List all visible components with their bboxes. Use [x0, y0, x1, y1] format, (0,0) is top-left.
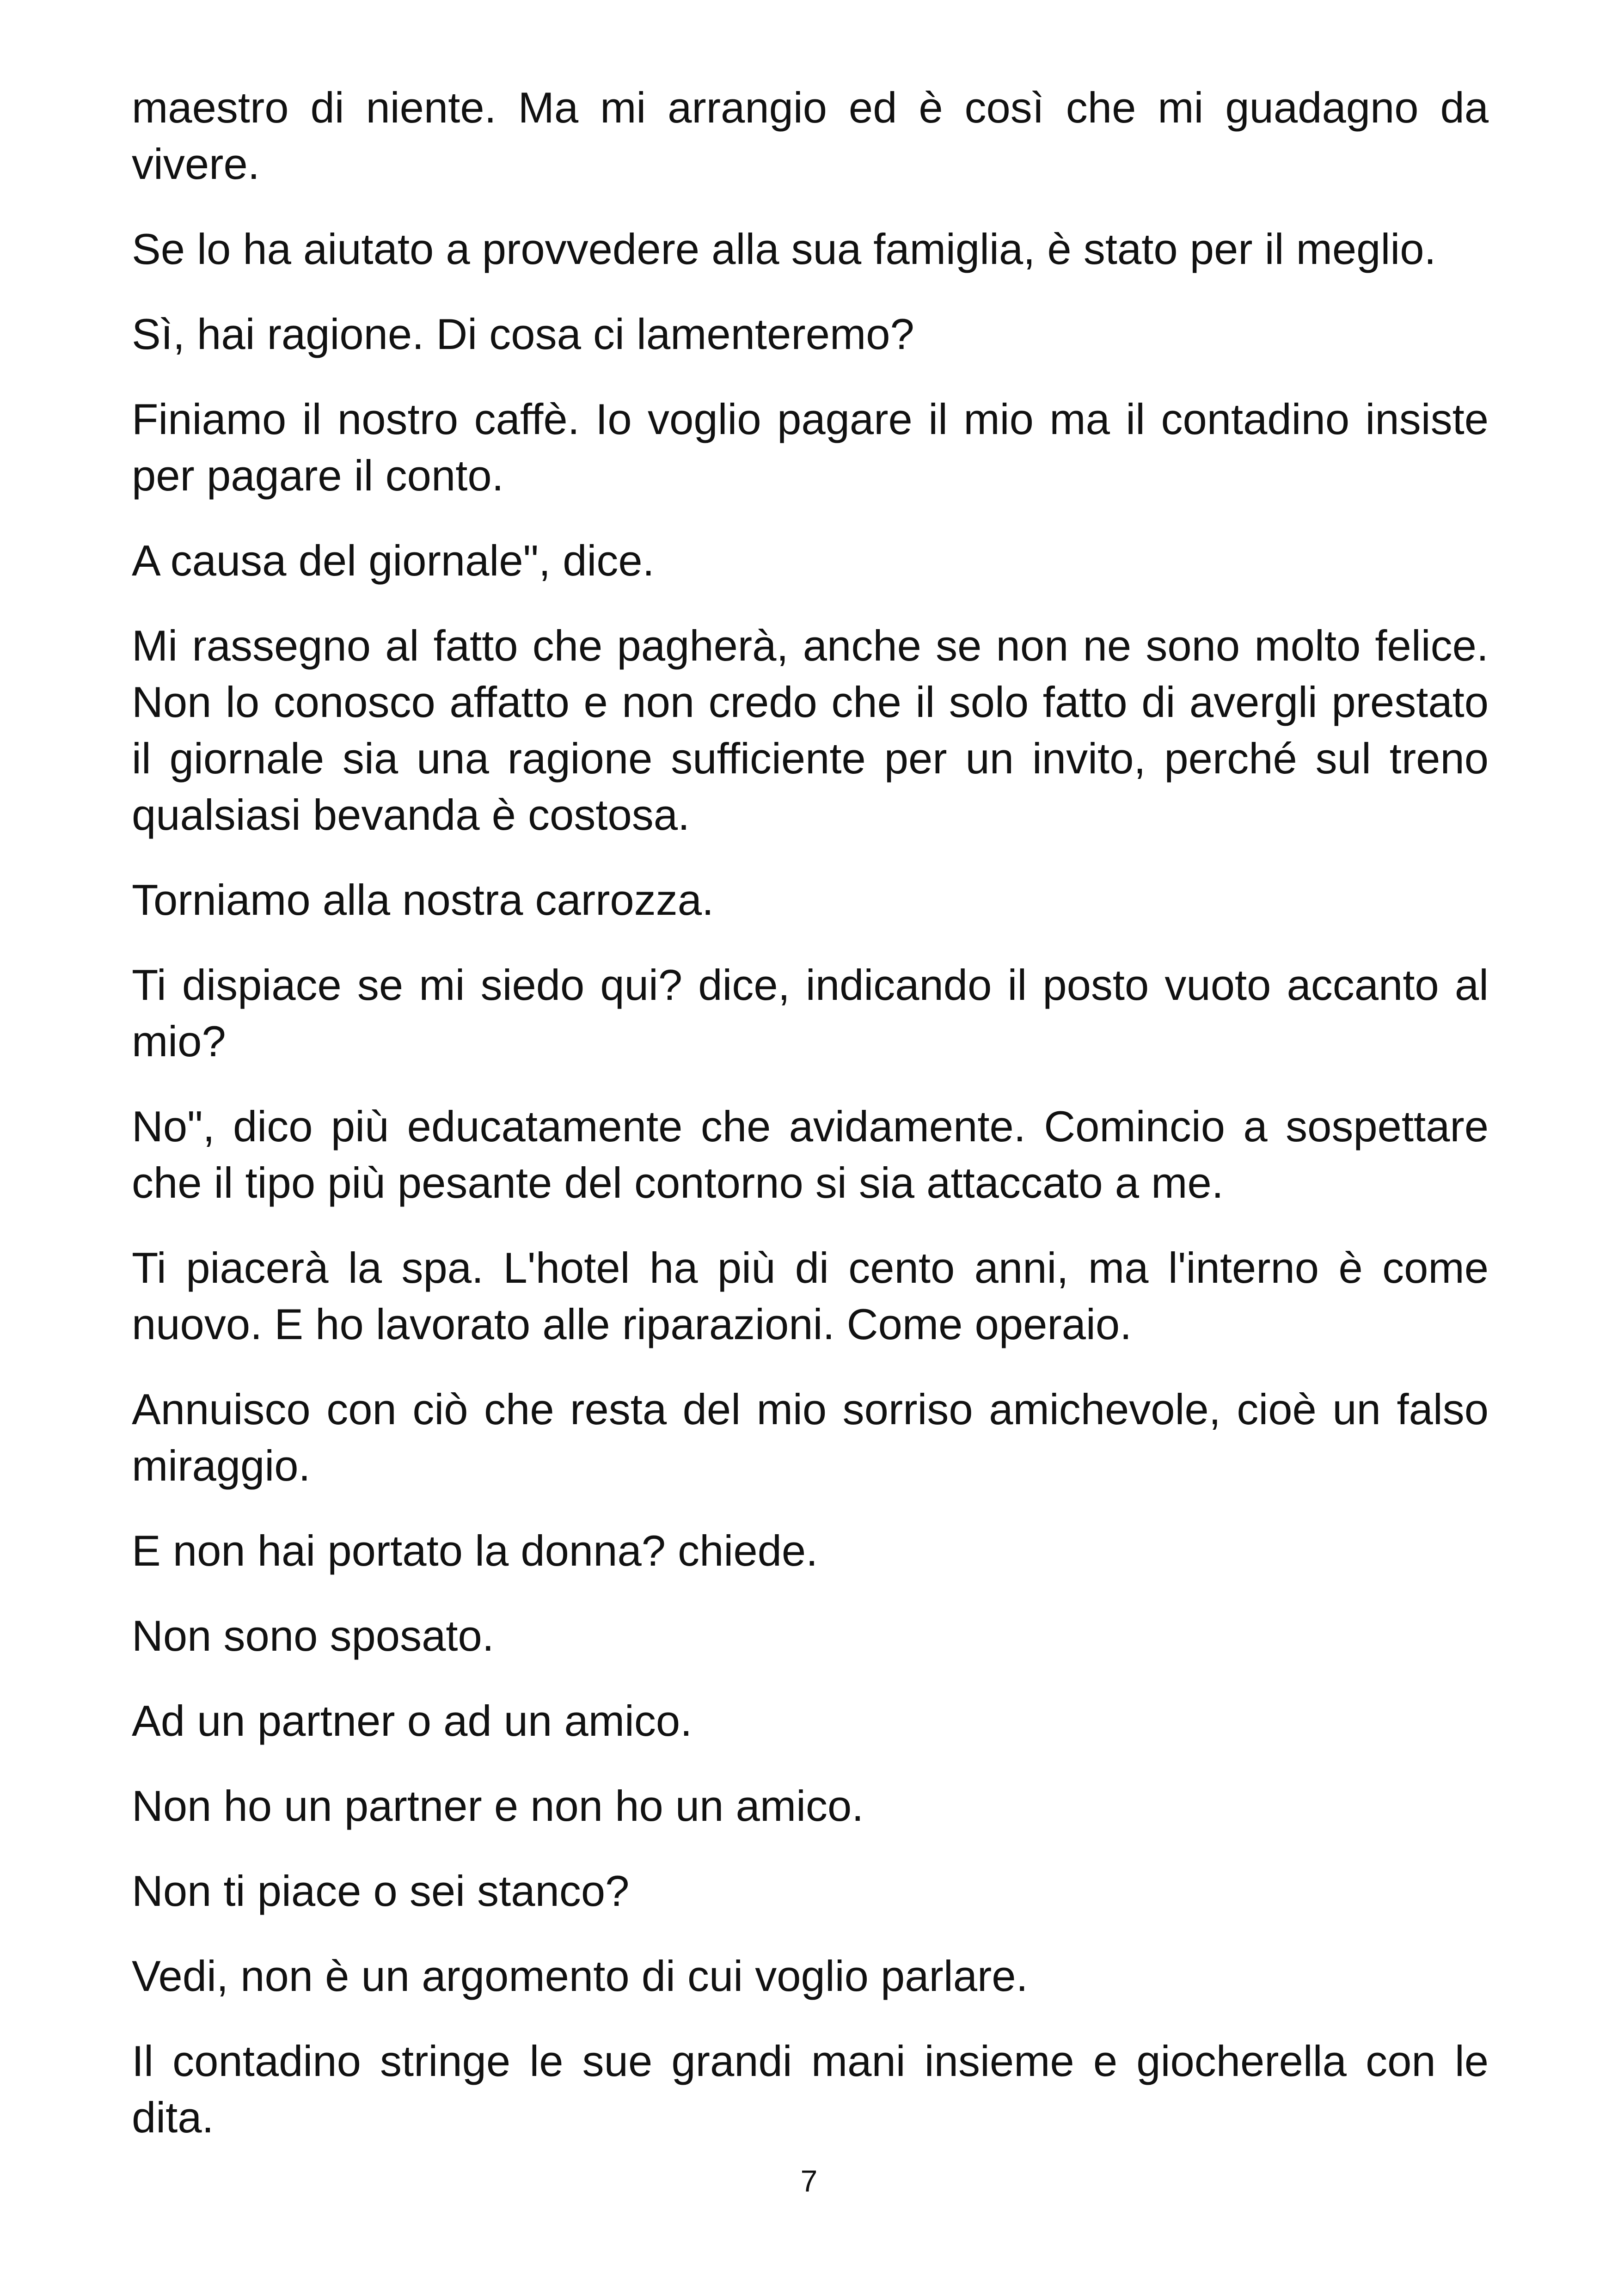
paragraph: Ti piacerà la spa. L'hotel ha più di cento anni, ma l'interno è come nuovo. E ho lavorato alle riparazioni. Come operaio.: [132, 1243, 1489, 1348]
paragraph: Ti dispiace se mi siedo qui? dice, indicando il posto vuoto accanto al mio?: [132, 961, 1489, 1065]
paragraph: Ad un partner o ad un amico.: [132, 1696, 693, 1745]
paragraph: Non ho un partner e non ho un amico.: [132, 1782, 864, 1830]
paragraph: Se lo ha aiutato a provvedere alla sua famiglia, è stato per il meglio.: [132, 225, 1436, 273]
paragraph: No", dico più educatamente che avidamente. Comincio a sospettare che il tipo più pesante del contorno si sia attaccato a me.: [132, 1102, 1489, 1207]
paragraph: Il contadino stringe le sue grandi mani insieme e giocherella con le dita.: [132, 2037, 1489, 2142]
page-number: 7: [800, 2164, 818, 2198]
paragraph: Non sono sposato.: [132, 1611, 494, 1660]
paragraph: maestro di niente. Ma mi arrangio ed è così che mi guadagno da vivere.: [132, 83, 1489, 188]
paragraph: A causa del giornale", dice.: [132, 536, 655, 585]
paragraph: E non hai portato la donna? chiede.: [132, 1526, 818, 1575]
paragraph: Annuisco con ciò che resta del mio sorriso amichevole, cioè un falso miraggio.: [132, 1385, 1489, 1490]
paragraph: Mi rassegno al fatto che pagherà, anche se non ne sono molto felice. Non lo conosco affatto e non credo che il solo fatto di avergli prestato il giornale sia una ragione sufficiente per un invito, perché sul treno qualsiasi bevanda è costosa.: [132, 621, 1489, 839]
paragraph: Non ti piace o sei stanco?: [132, 1867, 630, 1915]
paragraph: Finiamo il nostro caffè. Io voglio pagare il mio ma il contadino insiste per pagare il conto.: [132, 395, 1489, 500]
body-text: [132, 80, 1489, 2174]
paragraph: Torniamo alla nostra carrozza.: [132, 876, 714, 924]
paragraph: Sì, hai ragione. Di cosa ci lamenteremo?: [132, 310, 914, 358]
paragraph: Vedi, non è un argomento di cui voglio parlare.: [132, 1952, 1028, 2000]
